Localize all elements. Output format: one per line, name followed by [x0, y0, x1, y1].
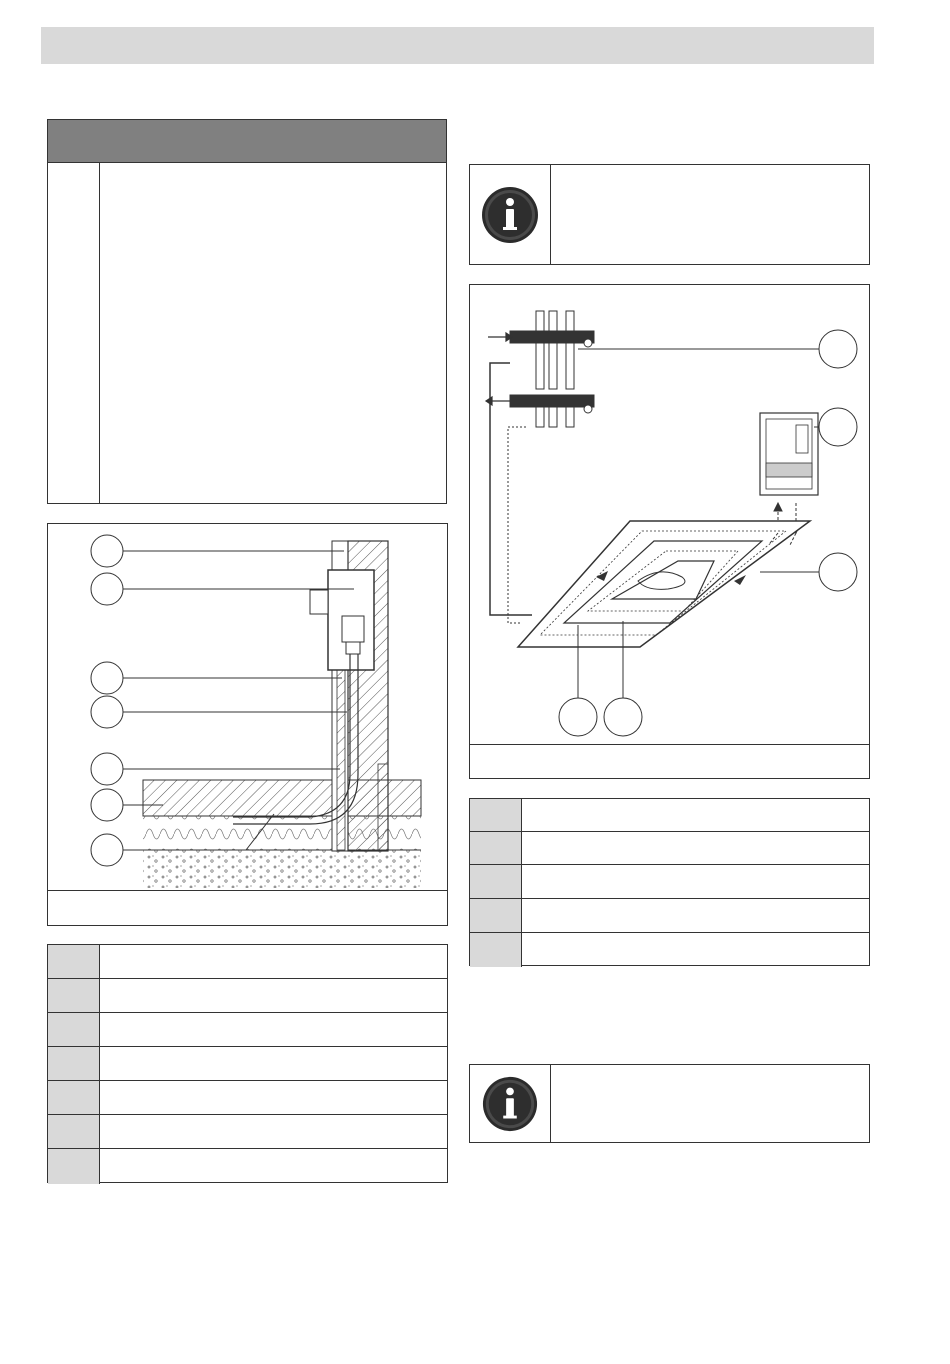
legend-row [470, 933, 869, 967]
legend-key-cell [48, 1047, 100, 1080]
figure-heating-circuit [469, 284, 870, 779]
wall-section-drawing [48, 524, 447, 892]
warning-icon-column [48, 162, 100, 503]
legend-row [48, 1149, 447, 1184]
warning-heading [48, 120, 446, 163]
warning-box [47, 119, 447, 504]
heating-circuit-drawing [470, 285, 869, 745]
figure-wall-section [47, 523, 448, 926]
legend-key-cell [48, 1115, 100, 1148]
legend-row [48, 1047, 447, 1081]
legend-row [470, 832, 869, 865]
legend-row [470, 865, 869, 899]
legend-key-cell [470, 899, 522, 932]
legend-key-cell [48, 1013, 100, 1046]
figure-caption-left [48, 890, 447, 925]
legend-row [48, 1081, 447, 1115]
legend-row [48, 1115, 447, 1149]
legend-key-cell [470, 799, 522, 831]
legend-row [48, 945, 447, 979]
legend-key-cell [470, 933, 522, 967]
page-header-bar [41, 27, 874, 64]
figure-caption-right [470, 744, 869, 778]
legend-key-cell [470, 832, 522, 864]
info-note-1 [469, 164, 870, 265]
legend-row [470, 899, 869, 933]
info-icon [480, 185, 540, 245]
legend-key-cell [48, 979, 100, 1012]
legend-table-right [469, 798, 870, 966]
legend-row [48, 1013, 447, 1047]
info-note-2 [469, 1064, 870, 1143]
legend-table-left [47, 944, 448, 1183]
info-icon [481, 1075, 539, 1133]
legend-row [48, 979, 447, 1013]
legend-row [470, 799, 869, 832]
legend-key-cell [470, 865, 522, 898]
legend-key-cell [48, 1081, 100, 1114]
legend-key-cell [48, 1149, 100, 1184]
legend-key-cell [48, 945, 100, 978]
